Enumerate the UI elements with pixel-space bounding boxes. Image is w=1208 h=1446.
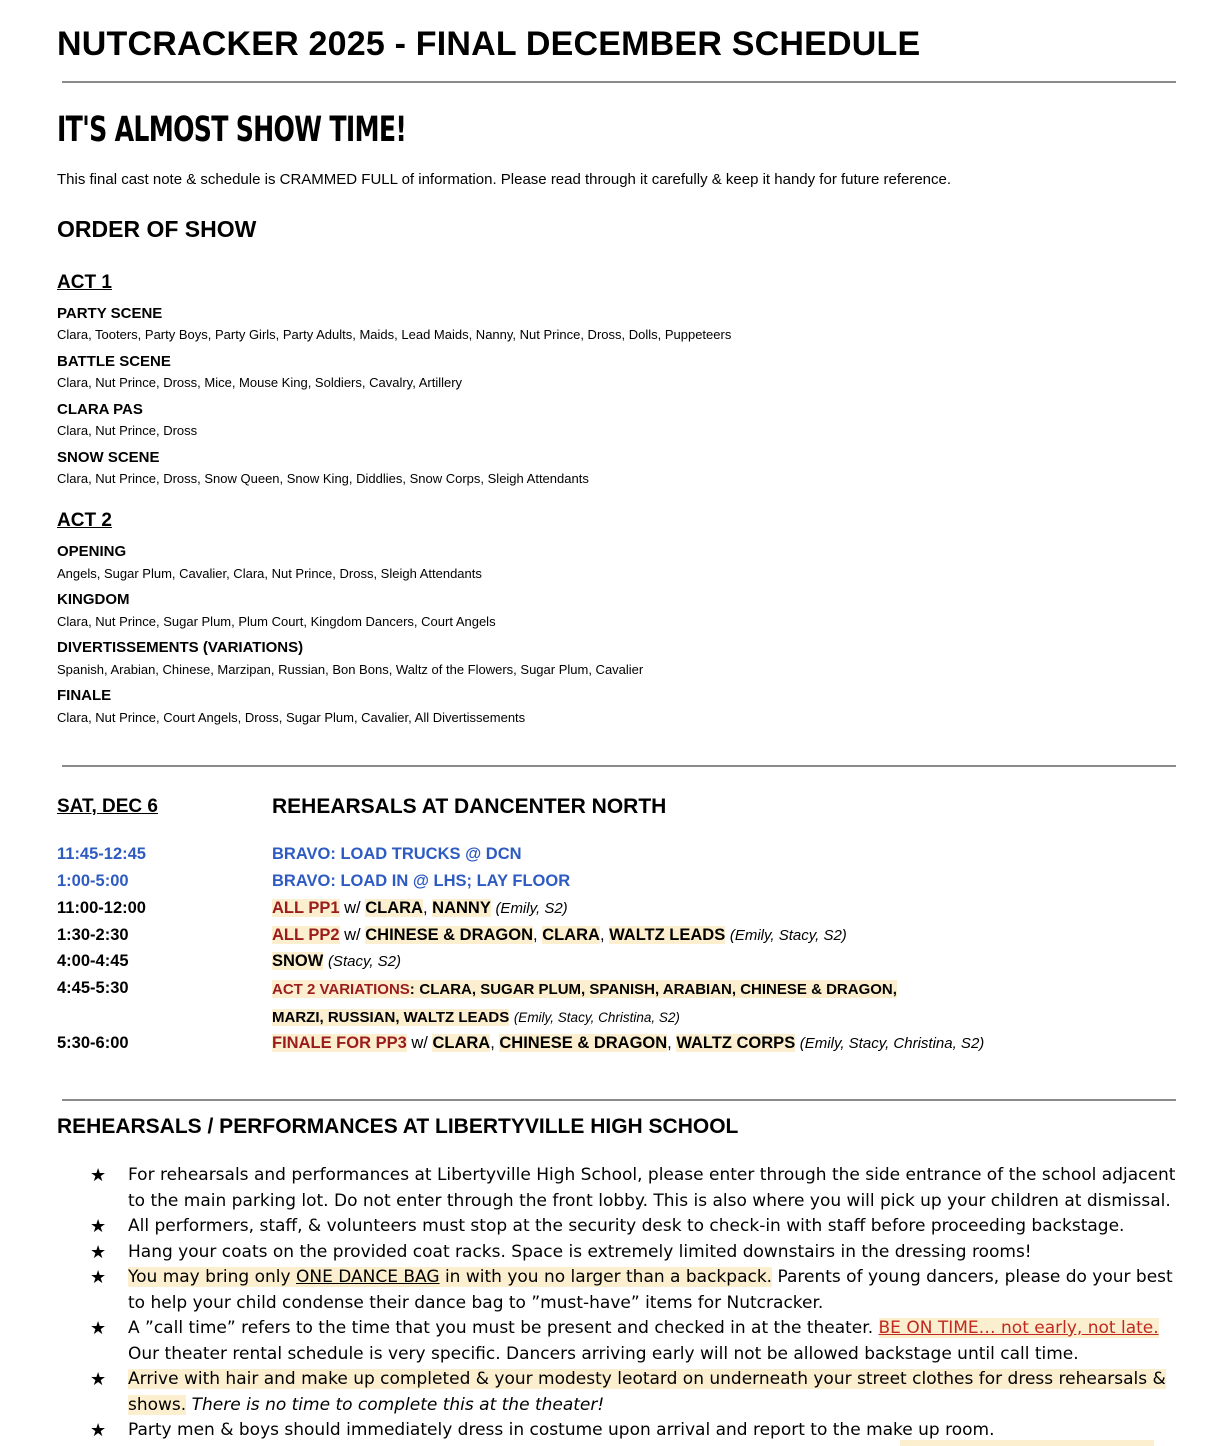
schedule-item: BRAVO: LOAD IN @ LHS; LAY FLOOR bbox=[272, 872, 571, 890]
headline: IT'S ALMOST SHOW TIME! bbox=[57, 110, 407, 150]
instructors: (Emily, Stacy, S2) bbox=[729, 927, 847, 944]
bullet-text: You may bring only bbox=[128, 1267, 296, 1287]
star-icon: ★ bbox=[90, 1216, 107, 1237]
schedule-title: REHEARSALS AT DANCENTER NORTH bbox=[272, 795, 667, 818]
separator: , bbox=[422, 899, 428, 917]
list-item bbox=[90, 1367, 1180, 1418]
schedule-time: 4:45-5:30 bbox=[57, 979, 129, 997]
scene-name: FINALE bbox=[57, 687, 112, 704]
with-label: w/ bbox=[344, 899, 361, 917]
star-icon: ★ bbox=[90, 1267, 107, 1288]
part-list: CLARA, SUGAR PLUM, SPANISH, ARABIAN, CHINESE & DRAGON, bbox=[419, 981, 897, 998]
part-label: CLARA bbox=[365, 899, 423, 917]
scene-cast: Clara, Nut Prince, Dross, Snow Queen, Snow King, Diddlies, Snow Corps, Sleigh Attendants bbox=[57, 471, 589, 486]
scene-name: CLARA PAS bbox=[57, 401, 143, 418]
separator: , bbox=[667, 1034, 672, 1052]
scene-name: KINGDOM bbox=[57, 591, 130, 608]
schedule-time: 11:45-12:45 bbox=[57, 845, 146, 863]
schedule-item-cont bbox=[272, 1008, 680, 1027]
bullet-text: A ”call time” refers to the time that you must be present and checked in at the theater. bbox=[128, 1318, 879, 1338]
bullet-text: Our theater rental schedule is very specific. Dancers arriving early will not be allowed backstage until call time. bbox=[128, 1343, 1079, 1364]
list-item bbox=[90, 1214, 1180, 1240]
star-icon: ★ bbox=[90, 1369, 107, 1390]
divider bbox=[62, 1099, 1176, 1101]
scene-name: BATTLE SCENE bbox=[57, 353, 171, 370]
scene-cast: Clara, Nut Prince, Sugar Plum, Plum Court, Kingdom Dancers, Court Angels bbox=[57, 614, 496, 629]
bullet-emphasis: BE ON TIME… not early, not late. bbox=[878, 1318, 1159, 1338]
part-label: NANNY bbox=[432, 899, 491, 917]
separator: : bbox=[409, 981, 415, 998]
order-heading: ORDER OF SHOW bbox=[57, 216, 257, 242]
part-label: SNOW bbox=[272, 952, 324, 970]
part-label: CLARA bbox=[542, 926, 600, 944]
intro-text: This final cast note & schedule is CRAMMED FULL of information. Please read through it carefully & keep it handy for future reference. bbox=[57, 171, 952, 188]
part-label: WALTZ CORPS bbox=[676, 1034, 796, 1052]
star-icon: ★ bbox=[90, 1420, 107, 1441]
list-item bbox=[90, 1316, 1180, 1367]
schedule-item: BRAVO: LOAD TRUCKS @ DCN bbox=[272, 845, 522, 863]
part-label: WALTZ LEADS bbox=[609, 926, 726, 944]
bullet-text: There is no time to complete this at the theater! bbox=[191, 1394, 605, 1415]
scene-cast: Clara, Nut Prince, Court Angels, Dross, Sugar Plum, Cavalier, All Divertissements bbox=[57, 710, 526, 725]
bullet-text: Party men & boys should immediately dress in costume upon arrival and report to the make up room. bbox=[128, 1420, 995, 1440]
schedule-date: SAT, DEC 6 bbox=[57, 796, 159, 817]
scene-cast: Clara, Nut Prince, Dross bbox=[57, 423, 198, 438]
star-icon: ★ bbox=[90, 1165, 107, 1186]
highlight-fragment bbox=[900, 1440, 1154, 1446]
bullet-text: For rehearsals and performances at Libertyville High School, please enter through the side entrance of the school adjacent to the main parking lot. Do not enter through the front lobby. This is also where you will pick up your children at dismissal. bbox=[128, 1165, 1176, 1211]
scene-cast: Clara, Nut Prince, Dross, Mice, Mouse King, Soldiers, Cavalry, Artillery bbox=[57, 375, 463, 390]
separator: , bbox=[599, 926, 605, 944]
lhs-bullet-list bbox=[90, 1163, 1180, 1444]
group-label: FINALE FOR PP3 bbox=[272, 1034, 407, 1052]
group-label: ALL PP2 bbox=[272, 926, 340, 944]
part-label: CLARA bbox=[432, 1034, 491, 1052]
part-list: MARZI, RUSSIAN, WALTZ LEADS bbox=[272, 1009, 510, 1026]
with-label: w/ bbox=[344, 926, 361, 944]
schedule-item bbox=[272, 952, 401, 971]
schedule-time: 1:30-2:30 bbox=[57, 926, 129, 944]
bullet-text: Parents of young dancers, please do your best to help your child condense their dance bag to ”must-have” items for Nutcracker. bbox=[128, 1267, 1173, 1313]
part-label: CHINESE & DRAGON bbox=[499, 1034, 668, 1052]
scene-name: SNOW SCENE bbox=[57, 449, 160, 466]
instructors: (Emily, Stacy, Christina, S2) bbox=[513, 1010, 680, 1025]
scene-name: OPENING bbox=[57, 543, 127, 560]
instructors: (Emily, S2) bbox=[495, 900, 568, 917]
schedule-item bbox=[272, 899, 568, 918]
schedule-time: 4:00-4:45 bbox=[57, 952, 129, 970]
group-label: ACT 2 VARIATIONS bbox=[272, 981, 410, 998]
schedule-time: 5:30-6:00 bbox=[57, 1034, 129, 1052]
page-title: NUTCRACKER 2025 - FINAL DECEMBER SCHEDULE bbox=[57, 25, 921, 63]
group-label: ALL PP1 bbox=[272, 899, 340, 917]
part-label: CHINESE & DRAGON bbox=[365, 926, 533, 944]
star-icon: ★ bbox=[90, 1241, 107, 1263]
schedule-item bbox=[272, 980, 897, 999]
list-item bbox=[90, 1265, 1180, 1316]
divider bbox=[62, 765, 1176, 767]
bullet-text: Arrive with hair and make up completed & your modesty leotard on underneath your street clothes for dress rehearsals & shows. bbox=[128, 1369, 1166, 1415]
bullet-text: in with you no larger than a backpack. bbox=[439, 1267, 773, 1287]
schedule-item bbox=[272, 1034, 984, 1053]
bullet-text: All performers, staff, & volunteers must stop at the security desk to check-in with staff before proceeding backstage. bbox=[128, 1216, 1125, 1236]
instructors: (Stacy, S2) bbox=[327, 953, 402, 970]
schedule-time: 1:00-5:00 bbox=[57, 872, 129, 890]
schedule-item bbox=[272, 926, 847, 945]
scene-name: DIVERTISSEMENTS (VARIATIONS) bbox=[57, 639, 304, 656]
bullet-emphasis: ONE DANCE BAG bbox=[295, 1267, 440, 1287]
scene-cast: Clara, Tooters, Party Boys, Party Girls, Party Adults, Maids, Lead Maids, Nanny, Nut Prince, Dross, Dolls, Puppeteers bbox=[57, 327, 732, 342]
bullet-text: Hang your coats on the provided coat racks. Space is extremely limited downstairs in the dressing rooms! bbox=[128, 1241, 1032, 1262]
divider bbox=[62, 81, 1176, 83]
separator: , bbox=[533, 926, 538, 944]
act2-label: ACT 2 bbox=[57, 510, 112, 531]
star-icon: ★ bbox=[90, 1318, 107, 1339]
separator: , bbox=[490, 1034, 495, 1052]
scene-cast: Spanish, Arabian, Chinese, Marzipan, Russian, Bon Bons, Waltz of the Flowers, Sugar Plum, Cavalier bbox=[57, 662, 644, 677]
with-label: w/ bbox=[411, 1034, 428, 1052]
lhs-heading: REHEARSALS / PERFORMANCES AT LIBERTYVILLE HIGH SCHOOL bbox=[57, 1115, 739, 1138]
list-item bbox=[90, 1240, 1180, 1266]
list-item bbox=[90, 1163, 1180, 1214]
schedule-time: 11:00-12:00 bbox=[57, 899, 146, 917]
scene-cast: Angels, Sugar Plum, Cavalier, Clara, Nut Prince, Dross, Sleigh Attendants bbox=[57, 566, 482, 581]
scene-name: PARTY SCENE bbox=[57, 305, 163, 322]
act1-label: ACT 1 bbox=[57, 272, 112, 293]
instructors: (Emily, Stacy, Christina, S2) bbox=[799, 1035, 985, 1052]
